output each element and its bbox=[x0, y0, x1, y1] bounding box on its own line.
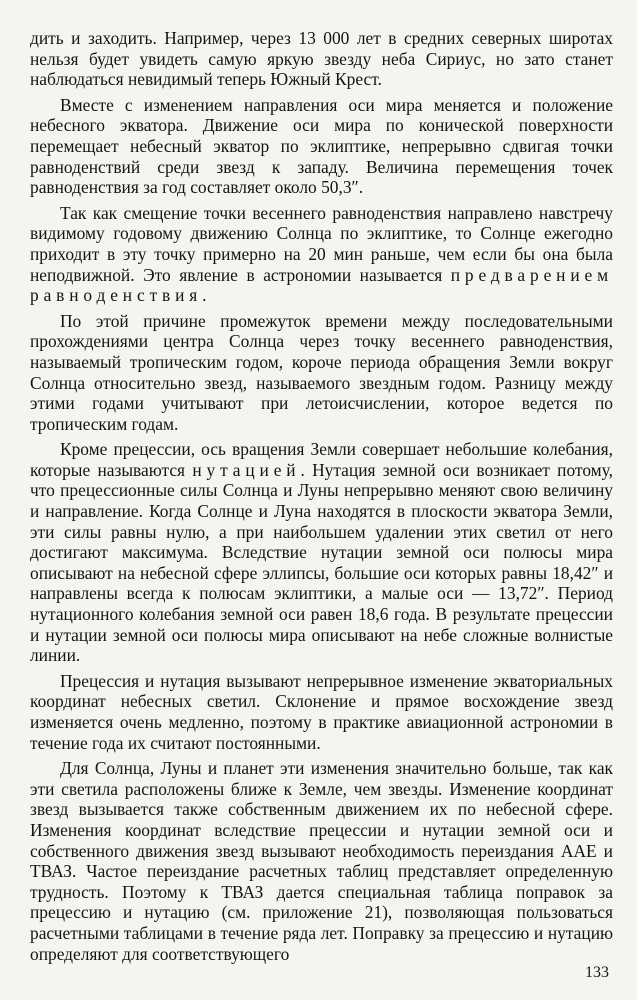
paragraph-p1 bbox=[30, 28, 613, 90]
paragraph-text: . Нутация земной оси возникает потому, что прецессионные силы Солнца и Луны непрерывно меняют свою величину и направление. Когда Солнце и Луна находятся в плоскости экватора Земли, эти силы равны нулю, а при наибольшем удалении этих светил от него достигают максимума. Вследствие нутации земной оси полюсы мира описывают на небесной сфере эллипсы, большие оси которых равны 18,42″ и направлены всегда к полюсам эклиптики, а малые оси — 13,72″. Период нутационного колебания земной оси равен 18,6 года. В результате прецессии и нутации земной оси полюсы мира описывают на небе сложные волнистые линии. bbox=[30, 459, 613, 666]
page-body bbox=[30, 28, 613, 969]
paragraph-p2 bbox=[30, 95, 613, 198]
paragraph-text: дить и заходить. Например, через 13 000 лет в средних северных широтах нельзя будет увидеть самую яркую звезду неба Сириус, но зато станет наблюдаться невидимый теперь Южный Крест. bbox=[30, 28, 613, 90]
paragraph-p6 bbox=[30, 671, 613, 753]
paragraph-p5 bbox=[30, 439, 613, 666]
paragraph-text: Для Солнца, Луны и планет эти изменения значительно больше, так как эти светила расположены ближе к Земле, чем звезды. Изменение координат звезд вызывается также собственным движением их по небесной сфере. Изменения координат вследствие прецессии и нутации земной оси и собственного движения звезд вызывают необходимость переиздания ААЕ и ТВАЗ. Частое переиздание расчетных таблиц представляет определенную трудность. Поэтому к ТВАЗ дается специальная таблица поправок за прецессию и нутацию (см. приложение 21), позволяющая пользоваться расчетными таблицами в течение ряда лет. Поправку за прецессию и нутацию определяют для соответствующего bbox=[30, 758, 613, 964]
paragraph-text: Вместе с изменением направления оси мира меняется и положение небесного экватора. Движение оси мира по конической поверхности перемещает небесный экватор по эклиптике, непрерывно сдвигая точки равноденствий среди звезд к западу. Величина перемещения точек равноденствия за год составляет около 50,3″. bbox=[30, 94, 613, 198]
emphasized-term: предварением равноденствия bbox=[30, 264, 613, 306]
emphasized-term: нутацией bbox=[192, 459, 301, 480]
page-number: 133 bbox=[585, 964, 609, 981]
paragraph-text: Так как смещение точки весеннего равноденствия направлено навстречу видимому годовому движению Солнца по эклиптике, то Солнце ежегодно приходит в эту точку примерно на 20 мин раньше, чем если бы она была неподвижной. Это явление в астрономии называется bbox=[30, 202, 613, 285]
paragraph-p4 bbox=[30, 311, 613, 435]
paragraph-p3 bbox=[30, 203, 613, 306]
paragraph-text: Кроме прецессии, ось вращения Земли совершает небольшие колебания, которые называются bbox=[30, 439, 613, 480]
paragraph-p7 bbox=[30, 758, 613, 964]
paragraph-text: Прецессия и нутация вызывают непрерывное изменение экваториальных координат небесных светил. Склонение и прямое восхождение звезд изменяется очень медленно, поэтому в практике авиационной астрономии в течение года их считают постоянными. bbox=[30, 670, 613, 753]
paragraph-text: По этой причине промежуток времени между последовательными прохождениями центра Солнца через точку весеннего равноденствия, называемый тропическим годом, короче периода обращения Земли вокруг Солнца относительно звезд, называемого звездным годом. Разницу между этими годами учитывают при летоисчислении, которое ведется по тропическим годам. bbox=[30, 310, 613, 434]
paragraph-text: . bbox=[202, 285, 207, 306]
